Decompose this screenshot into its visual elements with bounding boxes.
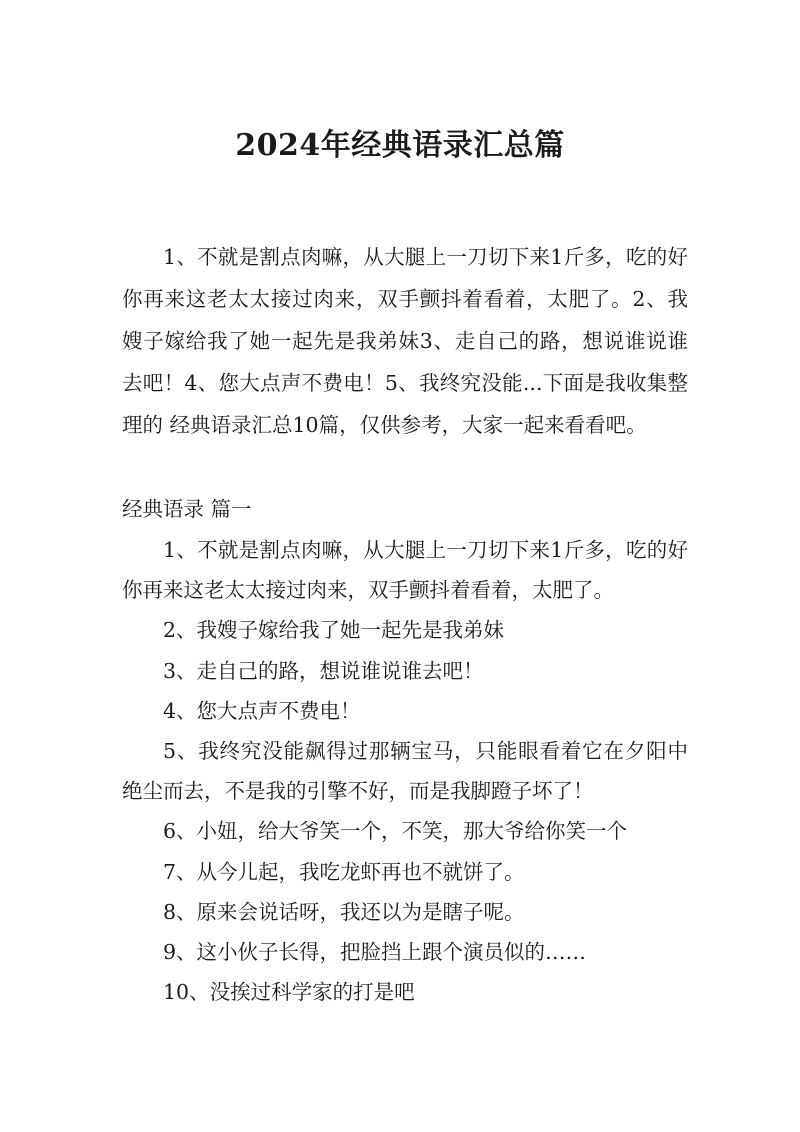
list-item: 6、小妞，给大爷笑一个，不笑，那大爷给你笑一个 (163, 819, 628, 844)
document-title: 2024年经典语录汇总篇 (235, 128, 565, 163)
list-item: 1、不就是割点肉嘛，从大腿上一刀切下来1斤多，吃的好你再来这老太太接过肉来，双手颤抖着看着，太肥了。 (122, 538, 688, 603)
intro-paragraph: 1、不就是割点肉嘛，从大腿上一刀切下来1斤多，吃的好你再来这老太太接过肉来，双手颤抖着看着，太肥了。2、我嫂子嫁给我了她一起先是我弟妹3、走自己的路，想说谁说谁去吧！4、您大点声不费电！5、我终究没能...下面是我收集整理的 经典语录汇总10篇，仅供参考，大家一起来看看吧。 (122, 245, 688, 437)
list-item: 7、从今儿起，我吃龙虾再也不就饼了。 (163, 859, 525, 884)
list-item: 9、这小伙子长得，把脸挡上跟个演员似的…… (163, 940, 587, 965)
quote-list (122, 530, 688, 1012)
list-item: 8、原来会说话呀，我还以为是瞎子呢。 (163, 899, 525, 924)
list-item: 2、我嫂子嫁给我了她一起先是我弟妹 (163, 618, 505, 643)
list-item: 3、走自己的路，想说谁说谁去吧！ (163, 658, 484, 683)
list-item: 4、您大点声不费电！ (163, 698, 361, 723)
section-heading: 经典语录 篇一 (122, 497, 252, 521)
list-item: 10、没挨过科学家的打是吧 (163, 980, 415, 1005)
list-item: 5、我终究没能飙得过那辆宝马，只能眼看着它在夕阳中绝尘而去，不是我的引擎不好，而是我脚蹬子坏了！ (122, 739, 688, 804)
